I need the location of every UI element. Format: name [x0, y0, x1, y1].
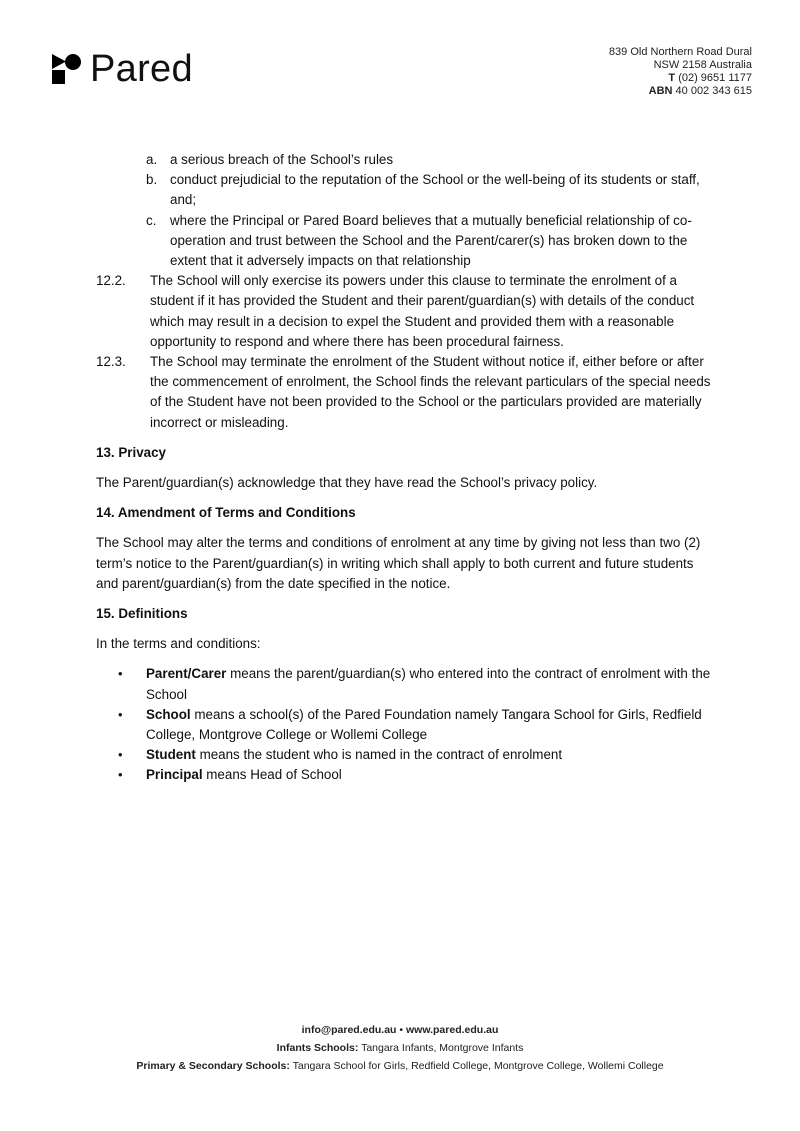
definition-text: means the student who is named in the contract of enrolment [195, 747, 563, 763]
sub-item [146, 211, 716, 272]
page-footer [0, 1021, 800, 1075]
definition-text: means Head of School [202, 767, 342, 783]
phone-number: (02) 9651 1177 [678, 72, 752, 84]
footer-contact [0, 1021, 800, 1039]
sub-item-label: c. [146, 212, 157, 228]
infants-label: Infants Schools: [276, 1042, 359, 1054]
section-paragraph: The School may alter the terms and conditions of enrolment at any time by giving not less than two (2) term’s notice to the Parent/guardian(s) in writing which shall apply to both current and future students and parent/guardian(s) from the date specified in the notice. [96, 535, 701, 591]
pared-logo-icon [52, 54, 82, 84]
abn-number: 40 002 343 615 [675, 85, 752, 97]
definition-item [118, 705, 716, 745]
clause-number: 12.2. [96, 273, 126, 289]
sub-item-text: conduct prejudicial to the reputation of the School or the well-being of its students or staff, and; [170, 172, 700, 208]
bullet-icon: • [118, 747, 123, 763]
definition-text: means the parent/guardian(s) who entered into the contract of enrolment with the School [146, 666, 711, 702]
section-heading: 13. Privacy [96, 444, 166, 460]
section-paragraph: The Parent/guardian(s) acknowledge that they have read the School’s privacy policy. [96, 475, 598, 491]
definition-term: Parent/Carer [146, 666, 227, 682]
bullet-icon: • [118, 666, 123, 682]
definition-item [118, 745, 716, 765]
definitions-list [96, 664, 716, 785]
school-address [609, 46, 752, 98]
definitions-intro: In the terms and conditions: [96, 636, 261, 652]
sub-item-label: b. [146, 172, 158, 188]
abn-line [609, 85, 752, 98]
section-privacy [96, 443, 716, 493]
definition-term: Principal [146, 767, 203, 783]
section-definitions [96, 604, 716, 786]
footer-email-link[interactable]: info@pared.edu.au [301, 1024, 397, 1036]
section-amendment [96, 503, 716, 594]
bullet-icon: • [118, 706, 123, 722]
clause-number: 12.3. [96, 354, 126, 370]
pared-logo [52, 50, 193, 88]
primary-value: Tangara School for Girls, Redfield College, Montgrove College, Wollemi College [289, 1060, 664, 1072]
section-heading: 15. Definitions [96, 606, 188, 622]
document-body [96, 150, 716, 786]
footer-infants [0, 1039, 800, 1057]
clause-12-2 [96, 271, 716, 352]
definition-item [118, 664, 716, 704]
definition-item [118, 765, 716, 785]
clause-text: The School will only exercise its powers under this clause to terminate the enrolment of a student if it has provided the Student and their parent/guardian(s) with details of the conduct which may result in a decision to expel the Student and provided them with a reasonable opportunity to respond and where there has been procedural fairness. [150, 273, 695, 349]
phone-label: T [668, 72, 676, 84]
address-line-2: NSW 2158 Australia [653, 59, 752, 71]
sub-item-label: a. [146, 152, 158, 167]
sub-item [146, 170, 716, 210]
footer-website-link[interactable]: www.pared.edu.au [405, 1024, 499, 1036]
abn-label: ABN [648, 85, 673, 97]
sub-item [146, 150, 716, 170]
sub-item-text: where the Principal or Pared Board believes that a mutually beneficial relationship of co-operation and trust between the School and the Parent/carer(s) has broken down to the extent that it adversely impacts on that relationship [170, 212, 692, 269]
phone-line [609, 72, 752, 85]
footer-primary [0, 1057, 800, 1075]
clause-12-3 [96, 352, 716, 433]
bullet-icon: • [118, 767, 123, 783]
brand-name: Pared [90, 48, 193, 90]
infants-value: Tangara Infants, Montgrove Infants [358, 1042, 524, 1054]
primary-label: Primary & Secondary Schools: [136, 1060, 290, 1072]
section-heading: 14. Amendment of Terms and Conditions [96, 505, 356, 521]
clause-text: The School may terminate the enrolment of the Student without notice if, either before or after the commencement of enrolment, the School finds the relevant particulars of the special needs of the Student have not been provided to the School or the particulars provided are materially incorrect or misleading. [150, 354, 711, 430]
sub-item-text: a serious breach of the School’s rules [170, 152, 394, 167]
address-line-1: 839 Old Northern Road Dural [608, 46, 752, 58]
definition-term: School [146, 706, 191, 722]
definition-term: Student [146, 747, 196, 763]
definition-text: means a school(s) of the Pared Foundation namely Tangara School for Girls, Redfield College, Montgrove College or Wollemi College [146, 706, 702, 743]
clause-12-sub-list [96, 150, 716, 271]
separator-dot: • [399, 1024, 404, 1036]
